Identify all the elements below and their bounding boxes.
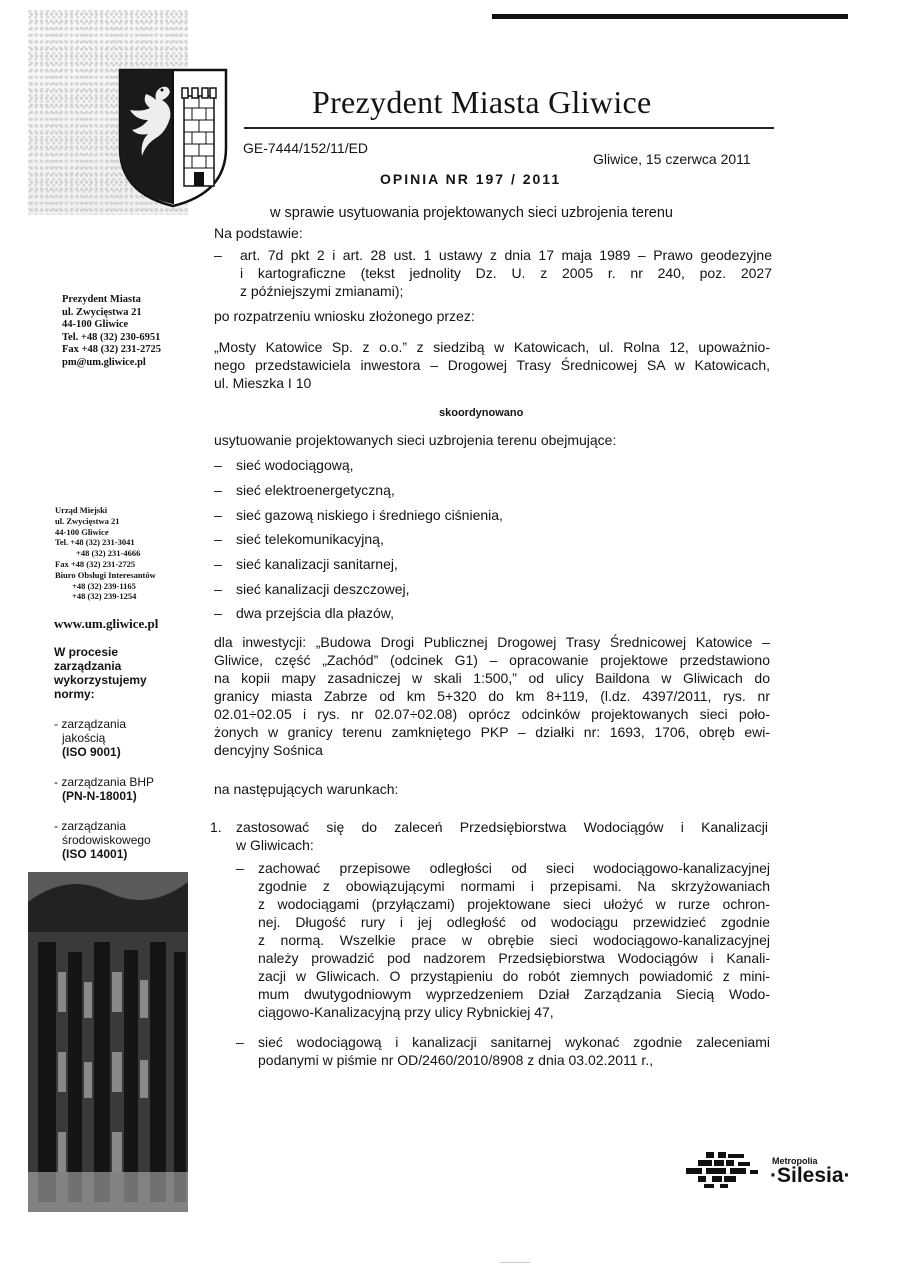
metropolia-brand: ·Silesia· [770,1164,851,1187]
basis-line: i kartograficzne (tekst jednolity Dz. U. z 2005 r. nr 240, poz. 2027 [240,265,772,281]
place-date: Gliwice, 15 czerwca 2011 [593,151,751,167]
request-line: nego przedstawiciela inwestora – Drogowej Trasy Średnicowej SA w Katowicach, [214,357,770,373]
norm-code: (PN-N-18001) [62,789,137,803]
norms-heading-line: W procesie [54,645,119,659]
coordinated-heading: skoordynowano [439,407,524,419]
condition-line: w Gliwicach: [236,837,314,853]
office-line: Fax +48 (32) 231-2725 [62,344,162,355]
sub-a-line: ciągowo-Kanalizacyjną przy ulicy Rybnickiej 47, [258,1004,554,1020]
condition-line: zastosować się do zaleceń Przedsiębiorstwa Wodociągów i Kanalizacji [236,819,768,835]
office-address [62,294,161,369]
sub-dash: – [236,860,244,876]
title-rule [244,127,774,129]
norm-code: (ISO 9001) [62,745,121,759]
scope-heading: usytuowanie projektowanych sieci uzbrojenia terenu obejmujące: [214,432,617,448]
list-dash: – [214,605,222,621]
condition-number: 1. [210,819,222,835]
norm-label: środowiskowego [62,833,151,847]
city-hall-line: Fax +48 (32) 231-2725 [55,558,136,569]
basis-line: art. 7d pkt 2 i art. 28 ust. 1 ustawy z dnia 17 maja 1989 – Prawo geodezyjne [240,247,772,263]
basis-line: z późniejszymi zmianami); [240,283,404,299]
city-hall-line: +48 (32) 231-4666 [76,548,141,559]
website-link[interactable]: www.um.gliwice.pl [54,616,159,631]
city-hall-line: +48 (32) 239-1165 [72,580,136,591]
request-line: ul. Mieszka I 10 [214,375,312,391]
list-item-text: sieć gazową niskiego i średniego ciśnienia, [236,507,503,523]
city-hall-line: 44-100 Gliwice [55,526,109,537]
list-item-text: sieć kanalizacji deszczowej, [236,581,410,597]
request-line: „Mosty Katowice Sp. z o.o.” z siedzibą w Katowicach, ul. Rolna 12, upoważnio- [214,339,770,355]
city-hall-address [55,505,156,602]
list-item-text: dwa przejścia dla płazów, [236,605,394,621]
investment-line: 02.01÷02.05 i rys. nr 02.07÷02.08) oprócz odcinków projektowanych sieci poło- [214,706,770,722]
list-dash: – [214,507,222,523]
city-hall-line: Tel. +48 (32) 231-3041 [55,537,135,548]
sub-a-line: nej. Długość rury i jej odległość od wodociągu przewidzieć zgodnie [258,914,770,930]
norm-environment [54,819,151,861]
investment-line: żonych w granicy terenu zamkniętego PKP – działki nr: 1693, 1706, obręb ewi- [214,724,770,740]
sub-dash: – [236,1034,244,1050]
investment-line: dencyjny Sośnica [214,742,323,758]
condition-1-text [236,818,768,854]
basis-dash: – [214,247,222,263]
list-item-text: sieć telekomunikacyjną, [236,531,384,547]
basis-text [240,246,772,300]
sub-b-text [258,1033,770,1069]
opinion-number: OPINIA NR 197 / 2011 [380,171,562,187]
city-hall-line: Urząd Miejski [55,505,108,515]
investment-line: na kopii mapy zasadniczej w skali 1:500,” od ulicy Baildona w Gliwicach do [214,670,770,686]
list-item-text: sieć kanalizacji sanitarnej, [236,556,398,572]
list-item-text: sieć wodociągową, [236,457,354,473]
sub-a-line: należy prowadzić pod nadzorem Przedsiębiorstwa Wodociągów i Kanali- [258,950,770,966]
city-hall-line: Biuro Obsługi Interesantów [55,569,156,580]
sub-a-text [258,859,770,1021]
page-title: Prezydent Miasta Gliwice [312,84,652,120]
city-hall-line: +48 (32) 239-1254 [72,591,137,602]
office-email[interactable]: pm@um.gliwice.pl [62,356,146,368]
list-dash: – [214,556,222,572]
office-line: ul. Zwycięstwa 21 [62,306,142,318]
sub-b-line: sieć wodociągową i kanalizacji sanitarnej wykonać zgodnie zaleceniami [258,1034,770,1050]
request-heading: po rozpatrzeniu wniosku złożonego przez: [214,308,475,324]
sub-b-line: podanymi w piśmie nr OD/2460/2010/8908 z dnia 03.02.2011 r., [258,1052,654,1068]
investment-line: granicy miasta Zabrze od km 5+320 do km 8+119, (l.dz. 4397/2011, rys. nr [214,688,770,704]
norm-quality [54,717,126,759]
metropolia-silesia-logo [684,1150,768,1190]
norm-label: - zarządzania [54,819,127,833]
sub-a-line: zachować przepisowe odległości od sieci wodociągowo-kanalizacyjnej [258,860,770,876]
office-line: 44-100 Gliwice [62,319,129,330]
gliwice-coat-of-arms [118,68,228,208]
reference-number: GE-7444/152/11/ED [243,140,369,156]
office-line: Tel. +48 (32) 230-6951 [62,331,161,343]
office-line: Prezydent Miasta [62,294,141,305]
investment-text [214,633,770,759]
metropolia-label: Metropolia [772,1156,818,1166]
norm-label: - zarządzania BHP [54,775,155,789]
conditions-heading: na następujących warunkach: [214,781,399,797]
scan-artifact [500,1262,530,1263]
norm-label: jakością [62,731,106,745]
city-hall-line: ul. Zwycięstwa 21 [55,515,120,526]
request-text [214,338,770,392]
basis-heading: Na podstawie: [214,225,303,241]
norm-safety [54,775,154,803]
norm-code: (ISO 14001) [62,847,128,861]
list-dash: – [214,531,222,547]
norms-heading-line: normy: [54,687,95,701]
list-dash: – [214,581,222,597]
norms-heading-line: zarządzania [54,659,122,673]
list-item-text: sieć elektroenergetyczną, [236,482,395,498]
list-dash: – [214,457,222,473]
opinion-subject: w sprawie usytuowania projektowanych sieci uzbrojenia terenu [270,205,673,221]
investment-line: Gliwice, część „Zachód” (odcinek G1) – opracowanie projektowe przedstawiono [214,652,770,668]
norms-heading-line: wykorzystujemy [54,673,147,687]
sub-a-line: zacji w Gliwicach. O przystąpieniu do robót ziemnych powiadomić z mini- [258,968,770,984]
sub-a-line: mum dwutygodniowym wyprzedzeniem Dział Zarządzania Siecią Wodo- [258,986,770,1002]
sub-a-line: zgodnie z obowiązującymi normami i przepisami. Na skrzyżowaniach [258,878,770,894]
list-dash: – [214,482,222,498]
sub-a-line: z normą. Wszelkie prace w obrębie sieci wodociągowo-kanalizacyjnej [258,932,770,948]
norms-heading [54,645,147,701]
norm-label: - zarządzania [54,717,127,731]
investment-line: dla inwestycji: „Budowa Drogi Publicznej Drogowej Trasy Średnicowej Katowice – [214,634,770,650]
building-photo [28,872,188,1212]
sub-a-line: z wodociągami (przyłączami) projektowane sieci ułożyć w rurze ochron- [258,896,770,912]
top-rule [492,14,848,19]
